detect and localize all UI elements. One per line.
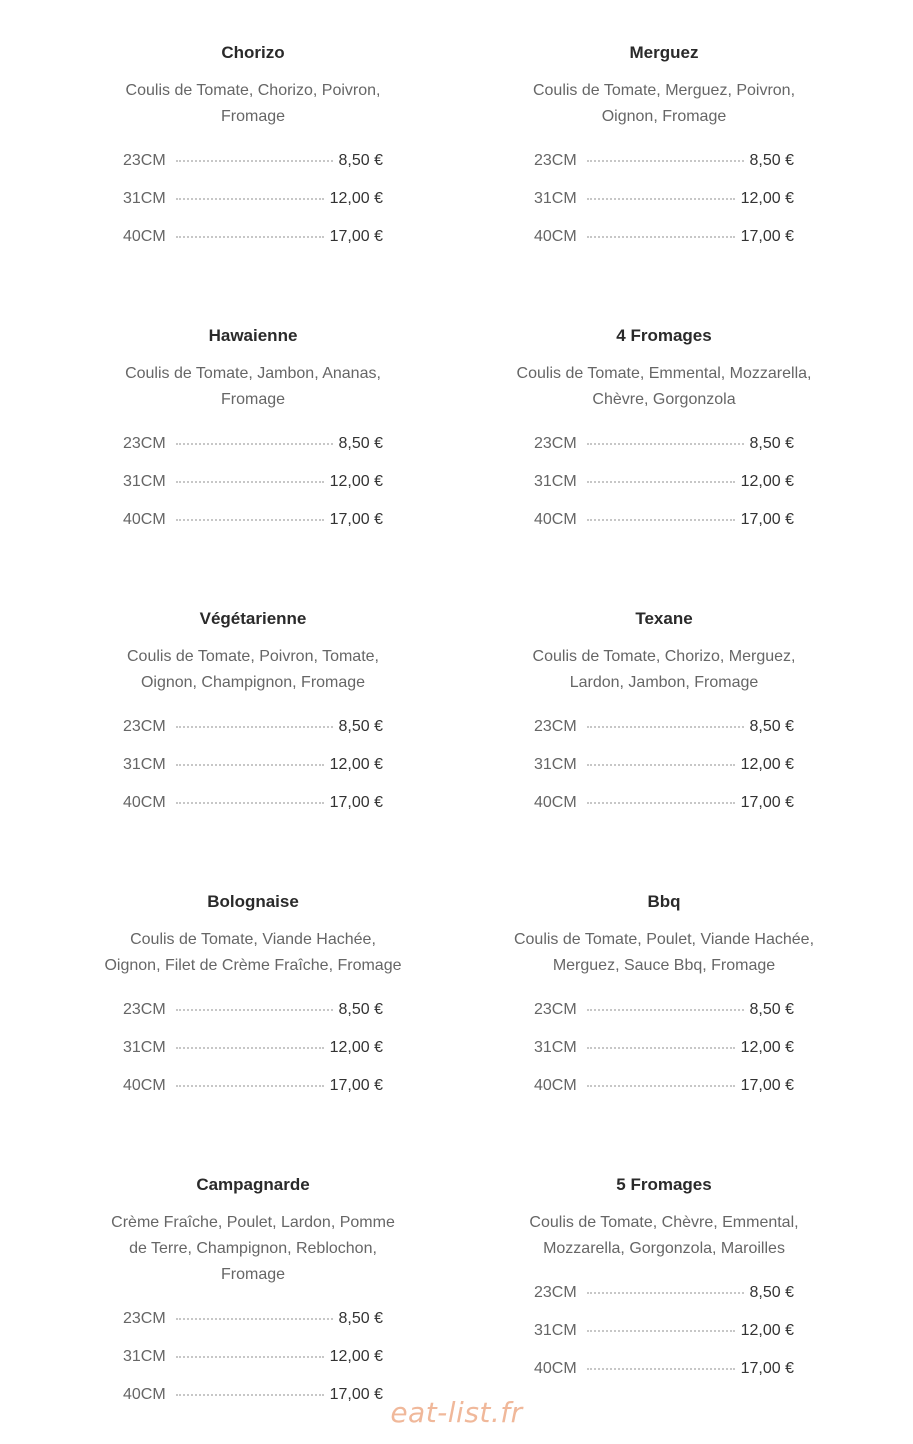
size-label: 23CM (123, 718, 166, 735)
size-label: 31CM (123, 756, 166, 773)
dot-leader (587, 1368, 735, 1370)
price-row (123, 1037, 383, 1075)
price-value: 17,00 € (740, 511, 794, 528)
price-row (123, 509, 383, 547)
dot-leader (176, 1318, 333, 1320)
item-description (98, 644, 408, 696)
watermark: eat-list.fr (390, 1396, 523, 1429)
price-row (123, 188, 383, 226)
dot-leader (176, 1356, 324, 1358)
description-line: Coulis de Tomate, Viande Hachée, (130, 931, 376, 948)
description-line: de Terre, Champignon, Reblochon, (129, 1240, 377, 1257)
size-label: 23CM (123, 1310, 166, 1327)
price-value: 8,50 € (338, 1310, 383, 1327)
item-title: Bolognaise (207, 892, 299, 911)
menu-item-4-fromages (509, 325, 819, 547)
dot-leader (587, 1009, 744, 1011)
price-list (98, 999, 408, 1113)
dot-leader (587, 160, 744, 162)
price-value: 8,50 € (749, 435, 794, 452)
price-value: 12,00 € (740, 190, 794, 207)
dot-leader (587, 1292, 744, 1294)
price-row (534, 1358, 794, 1396)
price-value: 8,50 € (338, 152, 383, 169)
menu-item-bbq (509, 891, 819, 1113)
description-line: Coulis de Tomate, Chorizo, Merguez, (532, 648, 796, 665)
price-row (534, 471, 794, 509)
price-value: 12,00 € (740, 756, 794, 773)
price-list (509, 1282, 819, 1396)
size-label: 40CM (123, 511, 166, 528)
price-value: 8,50 € (338, 1001, 383, 1018)
size-label: 23CM (534, 1284, 577, 1301)
item-description (509, 927, 819, 979)
price-row (534, 188, 794, 226)
item-title: Merguez (629, 43, 699, 62)
description-line: Fromage (220, 391, 286, 408)
price-row (534, 792, 794, 830)
price-value: 12,00 € (740, 473, 794, 490)
dot-leader (587, 443, 744, 445)
price-value: 17,00 € (329, 794, 383, 811)
description-line: Oignon, Fromage (601, 108, 727, 125)
dot-leader (176, 519, 324, 521)
menu-item-chorizo (98, 42, 408, 264)
price-value: 12,00 € (329, 1348, 383, 1365)
price-value: 12,00 € (740, 1039, 794, 1056)
dot-leader (176, 160, 333, 162)
item-description (509, 1210, 819, 1262)
price-row (123, 1346, 383, 1384)
price-list (509, 433, 819, 547)
description-line: Oignon, Champignon, Fromage (140, 674, 366, 691)
price-list (509, 999, 819, 1113)
dot-leader (587, 1047, 735, 1049)
menu-item-bolognaise (98, 891, 408, 1113)
size-label: 23CM (534, 1001, 577, 1018)
price-value: 17,00 € (329, 1077, 383, 1094)
price-row (123, 471, 383, 509)
price-value: 8,50 € (749, 718, 794, 735)
dot-leader (176, 726, 333, 728)
dot-leader (176, 764, 324, 766)
item-title: Hawaienne (208, 326, 298, 345)
size-label: 40CM (534, 1360, 577, 1377)
price-row (534, 716, 794, 754)
description-line: Coulis de Tomate, Poulet, Viande Hachée, (513, 931, 815, 948)
description-line: Crème Fraîche, Poulet, Lardon, Pomme (111, 1214, 395, 1231)
item-description (98, 78, 408, 130)
size-label: 40CM (123, 1077, 166, 1094)
price-row (123, 754, 383, 792)
price-row (123, 792, 383, 830)
description-line: Mozzarella, Gorgonzola, Maroilles (543, 1240, 785, 1257)
price-row (534, 754, 794, 792)
price-value: 8,50 € (749, 152, 794, 169)
size-label: 40CM (534, 794, 577, 811)
description-line: Fromage (220, 1266, 286, 1283)
price-value: 8,50 € (338, 435, 383, 452)
dot-leader (176, 198, 324, 200)
price-value: 17,00 € (329, 511, 383, 528)
dot-leader (176, 802, 324, 804)
item-title: Campagnarde (196, 1175, 310, 1194)
description-line: Coulis de Tomate, Chorizo, Poivron, (125, 82, 381, 99)
size-label: 31CM (123, 190, 166, 207)
menu-item-vegetarienne (98, 608, 408, 830)
size-label: 40CM (534, 1077, 577, 1094)
description-line: Coulis de Tomate, Chèvre, Emmental, (529, 1214, 799, 1231)
dot-leader (176, 1009, 333, 1011)
description-line: Oignon, Filet de Crème Fraîche, Fromage (104, 957, 402, 974)
price-value: 17,00 € (329, 228, 383, 245)
description-line: Lardon, Jambon, Fromage (569, 674, 759, 691)
size-label: 31CM (534, 190, 577, 207)
size-label: 23CM (123, 152, 166, 169)
item-description (509, 644, 819, 696)
dot-leader (587, 726, 744, 728)
price-row (123, 999, 383, 1037)
dot-leader (587, 519, 735, 521)
dot-leader (176, 443, 333, 445)
item-title: Végétarienne (199, 609, 307, 628)
price-value: 17,00 € (740, 794, 794, 811)
size-label: 31CM (534, 1322, 577, 1339)
price-row (534, 226, 794, 264)
size-label: 40CM (534, 511, 577, 528)
price-value: 17,00 € (740, 1077, 794, 1094)
price-row (123, 1308, 383, 1346)
size-label: 31CM (123, 473, 166, 490)
price-value: 12,00 € (740, 1322, 794, 1339)
price-value: 12,00 € (329, 473, 383, 490)
price-row (123, 150, 383, 188)
price-value: 12,00 € (329, 190, 383, 207)
item-title: Texane (635, 609, 693, 628)
dot-leader (587, 764, 735, 766)
size-label: 23CM (123, 1001, 166, 1018)
size-label: 23CM (534, 435, 577, 452)
price-value: 17,00 € (740, 228, 794, 245)
dot-leader (176, 236, 324, 238)
description-line: Coulis de Tomate, Jambon, Ananas, (125, 365, 381, 382)
dot-leader (587, 1330, 735, 1332)
size-label: 40CM (123, 1386, 166, 1403)
price-row (534, 1282, 794, 1320)
size-label: 31CM (534, 473, 577, 490)
item-description (509, 78, 819, 130)
size-label: 23CM (123, 435, 166, 452)
price-row (534, 1320, 794, 1358)
price-list (98, 433, 408, 547)
price-list (509, 716, 819, 830)
dot-leader (176, 481, 324, 483)
item-title: Chorizo (221, 43, 285, 62)
description-line: Fromage (220, 108, 286, 125)
price-row (534, 150, 794, 188)
menu-item-5-fromages (509, 1174, 819, 1396)
item-description (98, 361, 408, 413)
price-list (98, 716, 408, 830)
description-line: Coulis de Tomate, Poivron, Tomate, (127, 648, 379, 665)
item-title: Bbq (647, 892, 681, 911)
item-description (98, 927, 408, 979)
price-value: 12,00 € (329, 1039, 383, 1056)
price-value: 8,50 € (749, 1284, 794, 1301)
dot-leader (587, 1085, 735, 1087)
dot-leader (587, 236, 735, 238)
price-row (534, 1037, 794, 1075)
description-line: Coulis de Tomate, Emmental, Mozzarella, (516, 365, 812, 382)
description-line: Chèvre, Gorgonzola (592, 391, 736, 408)
price-value: 8,50 € (749, 1001, 794, 1018)
price-value: 8,50 € (338, 718, 383, 735)
price-value: 17,00 € (740, 1360, 794, 1377)
menu-item-merguez (509, 42, 819, 264)
price-list (98, 150, 408, 264)
price-row (123, 433, 383, 471)
price-list (509, 150, 819, 264)
size-label: 40CM (123, 228, 166, 245)
item-description (98, 1210, 408, 1288)
price-row (123, 1075, 383, 1113)
description-line: Coulis de Tomate, Merguez, Poivron, (532, 82, 796, 99)
price-row (534, 1075, 794, 1113)
size-label: 23CM (534, 718, 577, 735)
price-row (534, 999, 794, 1037)
item-title: 4 Fromages (616, 326, 712, 345)
description-line: Merguez, Sauce Bbq, Fromage (552, 957, 776, 974)
price-row (534, 433, 794, 471)
price-value: 17,00 € (329, 1386, 383, 1403)
item-title: 5 Fromages (616, 1175, 712, 1194)
size-label: 31CM (123, 1039, 166, 1056)
size-label: 31CM (123, 1348, 166, 1365)
dot-leader (587, 802, 735, 804)
size-label: 31CM (534, 756, 577, 773)
size-label: 31CM (534, 1039, 577, 1056)
price-row (534, 509, 794, 547)
menu-item-hawaienne (98, 325, 408, 547)
size-label: 23CM (534, 152, 577, 169)
menu-item-texane (509, 608, 819, 830)
size-label: 40CM (123, 794, 166, 811)
price-row (123, 716, 383, 754)
dot-leader (176, 1047, 324, 1049)
dot-leader (176, 1085, 324, 1087)
dot-leader (587, 198, 735, 200)
price-row (123, 226, 383, 264)
dot-leader (587, 481, 735, 483)
size-label: 40CM (534, 228, 577, 245)
price-value: 12,00 € (329, 756, 383, 773)
menu-item-campagnarde (98, 1174, 408, 1422)
item-description (509, 361, 819, 413)
